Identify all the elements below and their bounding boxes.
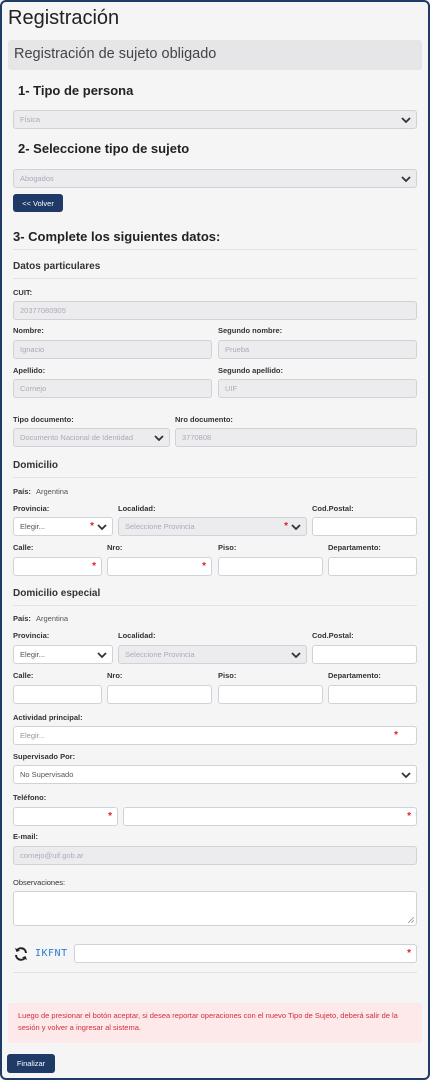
cod-postal-especial-label: Cod.Postal: xyxy=(312,631,354,640)
cuit-value: 20377080905 xyxy=(20,306,66,315)
required-marker: * xyxy=(92,560,96,572)
email-field[interactable] xyxy=(13,846,417,865)
segundo-nombre-field[interactable] xyxy=(218,340,417,359)
chevron-down-icon xyxy=(291,651,301,659)
captcha-image: IKFNT xyxy=(35,948,68,959)
tipo-sujeto-value: Abogados xyxy=(20,174,54,183)
calle-especial-label: Calle: xyxy=(13,671,34,680)
provincia-label: Provincia: xyxy=(13,504,50,513)
provincia-especial-select[interactable] xyxy=(13,645,113,664)
required-marker: * xyxy=(108,810,112,822)
domicilio-especial-title: Domicilio especial xyxy=(13,588,101,599)
localidad-select[interactable] xyxy=(118,517,307,536)
departamento-input[interactable] xyxy=(328,557,417,576)
tipo-doc-select[interactable] xyxy=(13,428,170,447)
refresh-icon[interactable] xyxy=(13,946,29,962)
divider xyxy=(13,477,417,478)
segundo-apellido-field[interactable] xyxy=(218,379,417,398)
departamento-especial-input[interactable] xyxy=(328,685,417,704)
pais-label: País: xyxy=(13,487,31,496)
calle-input[interactable] xyxy=(13,557,102,576)
info-alert: Luego de presionar el botón aceptar, si desea reportar operaciones con el nuevo Tipo de Sujeto, deberá salir de la sesión y volver a ingresar al sistema. xyxy=(8,1003,422,1043)
step2-title: 2- Seleccione tipo de sujeto xyxy=(18,141,190,156)
email-label: E-mail: xyxy=(13,832,39,841)
pais-especial-value: Argentina xyxy=(36,614,69,623)
chevron-down-icon xyxy=(291,523,301,531)
page-subtitle: Registración de sujeto obligado xyxy=(8,40,422,70)
localidad-label: Localidad: xyxy=(118,504,156,513)
required-marker: * xyxy=(90,520,94,532)
cod-postal-especial-input[interactable] xyxy=(312,645,417,664)
cuit-field[interactable] xyxy=(13,301,417,320)
tipo-doc-value: Documento Nacional de Identidad xyxy=(20,433,133,442)
finalizar-button[interactable]: Finalizar xyxy=(7,1054,55,1073)
resize-handle-icon xyxy=(408,917,414,923)
actividad-label: Actividad principal: xyxy=(13,713,83,722)
nro-especial-input[interactable] xyxy=(107,685,212,704)
segundo-nombre-label: Segundo nombre: xyxy=(218,326,283,335)
nro-label: Nro: xyxy=(107,543,123,552)
chevron-down-icon xyxy=(97,523,107,531)
localidad-especial-label: Localidad: xyxy=(118,631,156,640)
departamento-especial-label: Departamento: xyxy=(328,671,381,680)
required-marker: * xyxy=(394,729,398,741)
captcha-input[interactable] xyxy=(74,944,417,963)
step3-title: 3- Complete los siguientes datos: xyxy=(13,229,221,244)
tipo-persona-value: Física xyxy=(20,115,41,124)
nro-doc-value: 3770808 xyxy=(182,433,212,442)
calle-especial-input[interactable] xyxy=(13,685,102,704)
supervisado-value: No Supervisado xyxy=(20,770,74,779)
required-marker: * xyxy=(202,560,206,572)
domicilio-title: Domicilio xyxy=(13,460,59,471)
cod-postal-label: Cod.Postal: xyxy=(312,504,354,513)
divider xyxy=(13,972,417,973)
provincia-select[interactable] xyxy=(13,517,113,536)
divider xyxy=(13,605,417,606)
provincia-especial-label: Provincia: xyxy=(13,631,50,640)
supervisado-select[interactable] xyxy=(13,765,417,784)
apellido-label: Apellido: xyxy=(13,366,46,375)
segundo-apellido-value: UIF xyxy=(225,384,238,393)
nro-doc-field[interactable] xyxy=(175,428,417,447)
telefono-area-input[interactable] xyxy=(13,807,118,826)
chevron-down-icon xyxy=(154,434,164,442)
nombre-label: Nombre: xyxy=(13,326,44,335)
actividad-placeholder: Elegir... xyxy=(20,731,46,740)
localidad-especial-select[interactable] xyxy=(118,645,307,664)
tipo-doc-label: Tipo documento: xyxy=(13,415,74,424)
divider xyxy=(13,278,417,279)
apellido-field[interactable] xyxy=(13,379,212,398)
email-value: cornejo@uif.gob.ar xyxy=(20,851,84,860)
segundo-nombre-value: Prueba xyxy=(225,345,250,354)
nombre-field[interactable] xyxy=(13,340,212,359)
provincia-especial-value: Elegir... xyxy=(20,650,46,659)
required-marker: * xyxy=(284,520,288,532)
volver-button[interactable]: << Volver xyxy=(13,194,63,212)
required-marker: * xyxy=(407,947,411,959)
provincia-value: Elegir... xyxy=(20,522,46,531)
observaciones-label: Observaciones: xyxy=(13,878,66,887)
piso-especial-input[interactable] xyxy=(218,685,323,704)
observaciones-textarea[interactable] xyxy=(13,891,417,926)
chevron-down-icon xyxy=(97,651,107,659)
pais-especial-label: País: xyxy=(13,614,31,623)
localidad-value: Seleccione Provincia xyxy=(125,522,195,531)
pais-value: Argentina xyxy=(36,487,69,496)
calle-label: Calle: xyxy=(13,543,34,552)
required-marker: * xyxy=(407,810,411,822)
telefono-numero-input[interactable] xyxy=(123,807,417,826)
chevron-down-icon xyxy=(401,116,411,124)
actividad-input[interactable] xyxy=(13,726,417,745)
piso-input[interactable] xyxy=(218,557,323,576)
chevron-down-icon xyxy=(401,175,411,183)
departamento-label: Departamento: xyxy=(328,543,381,552)
cod-postal-input[interactable] xyxy=(312,517,417,536)
divider xyxy=(13,249,417,250)
page-title: Registración xyxy=(8,7,120,29)
piso-especial-label: Piso: xyxy=(218,671,237,680)
step1-title: 1- Tipo de persona xyxy=(18,83,134,98)
tipo-persona-select[interactable] xyxy=(13,110,417,129)
piso-label: Piso: xyxy=(218,543,237,552)
apellido-value: Cornejo xyxy=(20,384,47,393)
nro-especial-label: Nro: xyxy=(107,671,123,680)
tipo-sujeto-select[interactable] xyxy=(13,169,417,188)
chevron-down-icon xyxy=(401,771,411,779)
cuit-label: CUIT: xyxy=(13,288,33,297)
nro-input[interactable] xyxy=(107,557,212,576)
telefono-label: Teléfono: xyxy=(13,793,47,802)
localidad-especial-value: Seleccione Provincia xyxy=(125,650,195,659)
datos-title: Datos particulares xyxy=(13,261,101,272)
nombre-value: Ignacio xyxy=(20,345,45,354)
nro-doc-label: Nro documento: xyxy=(175,415,233,424)
segundo-apellido-label: Segundo apellido: xyxy=(218,366,283,375)
supervisado-label: Supervisado Por: xyxy=(13,752,76,761)
